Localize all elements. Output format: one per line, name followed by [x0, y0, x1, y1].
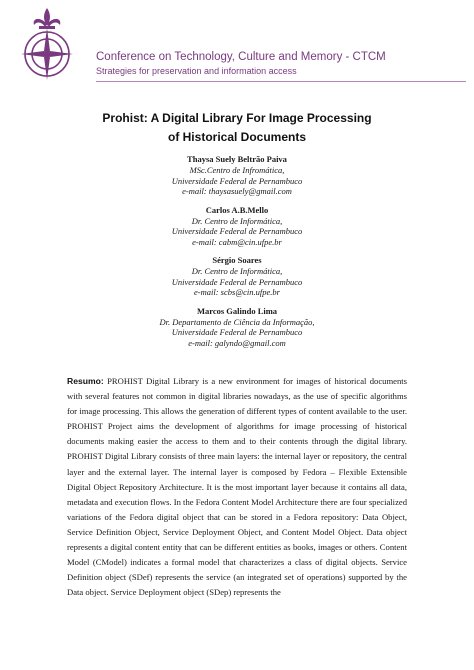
author-university: Universidade Federal de Pernambuco: [171, 276, 303, 287]
header-divider: [96, 81, 466, 82]
author-university: Universidade Federal de Pernambuco: [171, 327, 303, 337]
author-block: [60, 205, 414, 248]
author-email[interactable]: e-mail: thaysasuely@gmail.com: [182, 186, 292, 196]
author-affiliation: Dr. Centro de Informática,: [191, 266, 283, 276]
abstract-label: Resumo:: [67, 376, 104, 386]
author-email[interactable]: e-mail: cabm@cin.ufpe.br: [192, 236, 282, 247]
author-affiliation: Dr. Centro de Informática,: [191, 215, 283, 226]
author-affiliation: MSc.Centro de Infromática,: [189, 165, 285, 175]
author-block: [60, 255, 414, 298]
author-name: Sérgio Soares: [212, 255, 262, 265]
author-name: Carlos A.B.Mello: [205, 204, 269, 215]
author-affiliation: Dr. Departamento de Ciência da Informação,: [159, 316, 315, 327]
abstract-text: PROHIST Digital Library is a new environment for images of historical documents with several features not common in digital libraries nowadays, as the use of specific algorithms for image processing. This allows the generation of different types of content available to the user. PROHIST Project aims the development of algorithms for image processing of historical documents making easier the access to them and to their contents through the digital library. PROHIST Digital Library consists of three main layers: the internal layer or repository, the central layer and the external layer. The internal layer is composed by Fedora – Flexible Extensible Digital Object Repository Architecture. It is the most important layer because it contains all data, metadata and execution flows. In the Fedora Content Model Architecture there are four specialized variations of the Fedora digital object that can be stored in a Fedora repository: Data Object, Service Definition Object, Service Deployment Object, and Content Model Object. Data object represents a digital content entity that can be different entities as books, images or others. Content Model (CModel) indicates a formal model that characterizes a class of digital objects. Service Definition object (SDef) represents the service (an integrated set of operations) supported by the Data object. Service Deployment object (SDep) represents the: [67, 376, 407, 598]
conference-title: Conference on Technology, Culture and Memory - CTCM: [96, 51, 386, 63]
author-list: [60, 154, 414, 356]
abstract: [67, 374, 407, 600]
fleur-de-lis-compass-icon: [6, 6, 88, 88]
author-block: [60, 154, 414, 197]
author-email[interactable]: e-mail: galyndo@gmail.com: [188, 337, 286, 348]
author-block: [60, 306, 414, 349]
author-email[interactable]: e-mail: scbs@cin.ufpe.br: [194, 287, 280, 297]
author-university: Universidade Federal de Pernambuco: [171, 175, 303, 186]
paper-title-line-1: Prohist: A Digital Library For Image Processing: [102, 111, 372, 125]
conference-subtitle: Strategies for preservation and information access: [96, 66, 297, 76]
author-name: Thaysa Suely Beltrão Paiva: [187, 154, 287, 164]
author-university: Universidade Federal de Pernambuco: [171, 226, 303, 236]
author-name: Marcos Galindo Lima: [196, 305, 278, 316]
paper-title-line-2: of Historical Documents: [167, 130, 307, 144]
